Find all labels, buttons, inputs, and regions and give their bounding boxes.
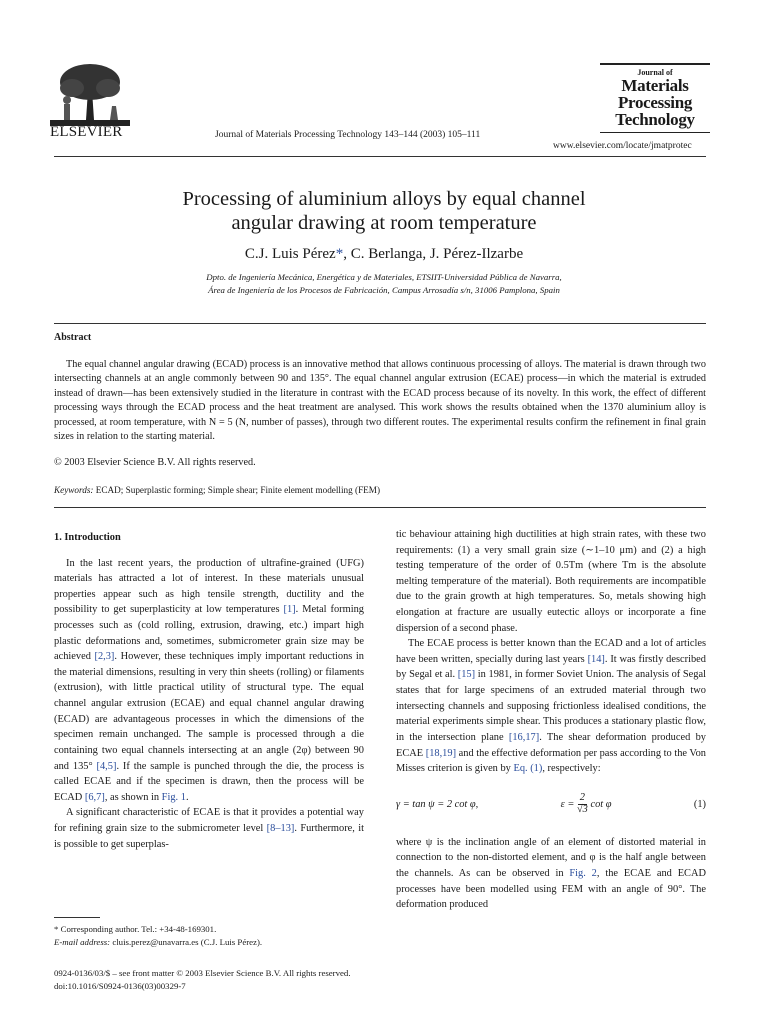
figure-link[interactable]: Fig. 1 (161, 791, 186, 803)
paragraph (54, 556, 364, 806)
paper-title (0, 188, 768, 236)
journal-logo-line2: Processing (617, 93, 693, 112)
equation-number: (1) (693, 798, 706, 810)
paragraph (396, 636, 706, 776)
citation-link[interactable]: [4,5] (96, 760, 117, 772)
keywords-list: ECAD; Superplastic forming; Simple shear; Finite element modelling (FEM) (95, 485, 381, 495)
citation-link[interactable]: [18,19] (425, 747, 457, 759)
abstract-rule-bottom (54, 507, 706, 508)
publisher-name: ELSEVIER (50, 124, 123, 140)
text: . If the sample is punched through the die, the process is called ECAE and if the specimen is drawn, then the process will be ECAD (54, 760, 364, 803)
text: . It was firstly described by Segal et al. (396, 653, 706, 681)
text: . Metal forming processes such as (cold rolling, extrusion, drawing, etc.) impart high plastic deformations and, sometimes, submicrometer grain size may be achieved (54, 604, 364, 663)
email-address[interactable]: cluis.perez@unavarra.es (C.J. Luis Pérez). (110, 936, 263, 947)
paragraph (54, 805, 364, 852)
text: . However, these techniques imply important reductions in the material dimensions, resulting in very thin sheets (rolling) or filaments (extrusion), with little practical utility of structural type. The equal channel angular extrusion (ECAE) and equal channel angular drawing (ECAD) are advantageous processes in which the dimensions of the specimen remain unchanged. The sample is processed through a die containing two equal channels intersecting at an angle (2φ) between 90 and 135° (54, 651, 364, 772)
affiliation (0, 271, 768, 297)
abstract-text: The equal channel angular drawing (ECAD) process is an innovative method that allows continuous processing of alloys. The material is drawn through two intersecting channels at an angle commonly between 90 and 135°. The equal channel angular extrusion (ECAE) process—in which the material is extruded instead of drawn—has been extensively studied in the literature in contrast with the ECAD process because of its novelty. In this work, the effect of different processing ways through the ECAD process and the heat treatment are analysed. This work shows the results obtained when the 1370 aluminium alloy is processed, at room temperature, with N = 5 (N, number of passes), through two different routes. The experimental results confirm the refinement in final grain sizes in relation to the starting material. (54, 359, 706, 443)
equation-fraction (577, 793, 588, 816)
text: . (185, 791, 189, 803)
text: A significant characteristic of ECAE is that it provides a potential way for refining grain size to the submicrometer level (54, 807, 364, 834)
citation-link[interactable]: [16,17] (508, 731, 540, 743)
keywords (54, 485, 380, 495)
journal-logo-line1: Materials (621, 76, 689, 95)
text: where ψ is the inclination angle of an element of distorted material in connection to the non-distorted element, and φ is the half angle between the channels. As can be observed in (396, 836, 706, 879)
author-list (0, 246, 768, 263)
citation-link[interactable]: [15] (457, 669, 476, 681)
text: In the last recent years, the production of ultrafine-grained (UFG) materials has attracted a lot of interest. In these materials unusual properties appear such as high tensile strength, ductility and the possibility to get superplasticity at low temperatures (54, 557, 364, 616)
elsevier-tree-logo (50, 60, 130, 126)
footnote-line-2 (54, 936, 262, 949)
fraction-numerator: 2 (579, 792, 585, 804)
abstract-heading: Abstract (54, 332, 92, 343)
text: , the ECAE and ECAD processes have been modelled using FEM with an angle of 90°. The deformation produced (396, 867, 706, 911)
equation-link[interactable]: Eq. (1) (513, 763, 543, 775)
header-rule (54, 156, 706, 157)
doi-line: doi:10.1016/S0924-0136(03)00329-7 (54, 980, 186, 991)
journal-url[interactable]: www.elsevier.com/locate/jmatprotec (553, 141, 692, 151)
footnote-rule (54, 917, 100, 918)
citation-link[interactable]: [14] (587, 653, 605, 665)
equation-1 (396, 786, 706, 824)
journal-logo-line3: Technology (600, 111, 710, 133)
footnote-line-1: * Corresponding author. Tel.: +34-48-169301. (54, 924, 217, 934)
fraction-denominator: √3 (576, 804, 588, 816)
left-column (54, 530, 364, 852)
equation-eps: ε = (560, 799, 575, 811)
citation-link[interactable]: [8–13] (266, 822, 295, 834)
issn-line: 0924-0136/03/$ – see front matter © 2003 Elsevier Science B.V. All rights reserved. (54, 968, 351, 978)
paragraph (396, 835, 706, 913)
email-label: E-mail address: (54, 936, 111, 947)
text: and the effective deformation per pass according to the Von Misses criterion is given by (396, 747, 706, 775)
citation-link[interactable]: [1] (283, 604, 296, 616)
affiliation-line-1: Dpto. de Ingeniería Mecánica, Energética y de Materiales, ETSIIT-Universidad Pública de Navarra, (206, 272, 562, 282)
text: . The shear deformation produced by ECAE (396, 731, 706, 759)
text: in 1981, in former Soviet Union. The analysis of Segal states that for large specimens of an extruded material through two intersecting channels and supposing frictionless idealised conditions, the material experiments simple shear. This produces a stationary plastic flow, in the intersection plane (396, 669, 706, 743)
journal-logo-small: Journal of (637, 68, 673, 77)
affiliation-line-2: Área de Ingeniería de los Procesos de Fabricación, Campus Arrosadía s/n, 31006 Pamplona, Spain (208, 284, 560, 295)
copyright: © 2003 Elsevier Science B.V. All rights reserved. (54, 457, 256, 468)
citation-link[interactable]: [2,3] (94, 651, 115, 663)
text: , respectively: (542, 763, 601, 775)
corresponding-author-link[interactable]: * (335, 246, 344, 262)
paragraph: tic behaviour attaining high ductilities at high strain rates, with these two requirements: (1) a very small grain size (∼1–10 μm) and (2) a high testing temperature of the order of 0.5Tm (where Tm is the absolute melting temperature of the material). Both requirements are incompatible due to the grain growth at high temperatures. So, metals showing high elongation at fracture are usually eutectic alloys or incorporate a fine dispersion of a second phase. (396, 529, 706, 634)
equation-right (561, 793, 612, 816)
figure-link[interactable]: Fig. 2 (569, 867, 597, 879)
equation-tail: cot φ (590, 799, 612, 811)
front-matter-info (54, 967, 351, 993)
journal-citation: Journal of Materials Processing Technology 143–144 (2003) 105–111 (215, 130, 481, 140)
section-heading: 1. Introduction (54, 532, 121, 543)
abstract-rule-top (54, 323, 706, 324)
citation-link[interactable]: [6,7] (84, 791, 105, 803)
text: , as shown in (104, 791, 162, 803)
right-column (396, 527, 706, 913)
footnote (54, 923, 262, 949)
title-line-2: angular drawing at room temperature (231, 211, 537, 234)
other-authors: , C. Berlanga, J. Pérez-Ilzarbe (343, 246, 524, 262)
author-1: C.J. Luis Pérez (244, 246, 336, 262)
journal-logo (600, 63, 710, 133)
keywords-label: Keywords: (54, 485, 94, 495)
text: . Furthermore, it is possible to get superplas- (54, 822, 364, 850)
text: The ECAE process is better known than the ECAD and a lot of articles have been written, specially during last years (396, 638, 706, 665)
equation-left: γ = tan ψ = 2 cot φ, (396, 798, 479, 810)
title-line-1: Processing of aluminium alloys by equal channel (182, 188, 586, 210)
